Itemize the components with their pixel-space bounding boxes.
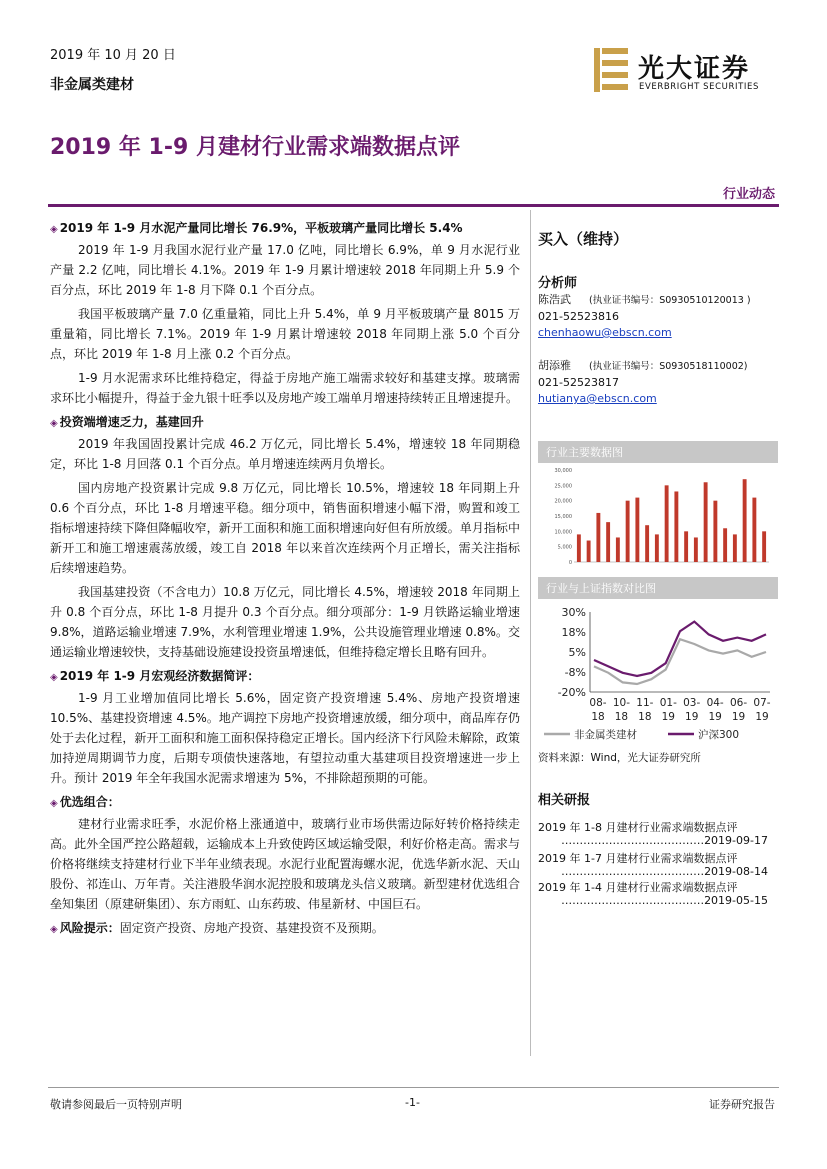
- x-tick-label: 18: [614, 711, 629, 723]
- analyst-heading: 分析师: [538, 276, 578, 291]
- analyst-card: [538, 292, 778, 341]
- analyst-license: (执业证书编号：S0930518110002): [589, 361, 748, 372]
- related-report-title: 2019 年 1-8 月建材行业需求端数据点评: [538, 821, 738, 834]
- x-tick-label: 18: [591, 711, 605, 723]
- bar: [762, 531, 766, 562]
- bar: [587, 541, 591, 562]
- y-tick-label: 25,000: [554, 483, 572, 490]
- y-tick-label: 20,000: [554, 498, 572, 505]
- bar: [616, 537, 620, 562]
- bar: [684, 531, 688, 562]
- bar: [577, 534, 581, 562]
- analyst-name: 胡添雅: [538, 359, 571, 372]
- y-tick-label: 0: [568, 560, 572, 566]
- paragraph: 我国基建投资（不含电力）10.8 万亿元，同比增长 4.5%，增速较 2018 年同期上升 0.8 个百分点，环比 1-8 月提升 0.3 个百分点。细分项部分：1-9 月铁路运输业增速 9.8%，道路运输业增速 7.9%，水利管理业增速 1.9%，公共设施管理业增速 0.8%。交通运输业增速较快，支持基础设施建设投资虽增速低，但维持稳定增长且略有回升。: [50, 585, 520, 659]
- analyst-email-link[interactable]: hutianya@ebscn.com: [538, 392, 657, 405]
- bar: [733, 534, 737, 562]
- risk-text: 固定资产投资、房地产投资、基建投资不及预期。: [119, 921, 384, 935]
- analyst-license: (执业证书编号：S0930510120013 ): [589, 295, 751, 306]
- index-comparison-chart: [538, 602, 778, 748]
- logo-mark-icon: [592, 46, 632, 94]
- bar: [635, 498, 639, 562]
- x-tick-label: 03-: [683, 697, 701, 709]
- paragraph: 1-9 月工业增加值同比增长 5.6%，固定资产投资增速 5.4%、房地产投资增速 10.5%、基建投资增速 4.5%。地产调控下房地产投资增速放缓，细分项中，商品库存仍处于去化过程，新开工面积和施工面积保持稳定正增长。国内经济下行风险未解除，政策加持逆周期调节力度，后期专项债快速落地，有望拉动重大基建项目投资增速进一步上升。预计 2019 年全年我国水泥需求增速为 5%，不排除超预期的可能。: [50, 691, 520, 785]
- y-tick-label: 10,000: [554, 529, 572, 536]
- paragraph: 国内房地产投资累计完成 9.8 万亿元，同比增长 10.5%，增速较 18 年同期上升 0.6 个百分点，环比 1-8 月增速平稳。细分项中，销售面积增速小幅下滑，购置和竣工指标增速持续下降但降幅收窄，新开工面积和施工面积增速向好但有所放缓。单月指标中新开工和施工增速震荡放缓，竣工自 2018 年以来首次连续两个月正增长，需关注指标后续增速趋势。: [50, 481, 520, 575]
- x-tick-label: 18: [638, 711, 652, 723]
- header-divider: [48, 204, 779, 207]
- section-heading: ◈ 2019 年 1-9 月水泥产量同比增长 76.9%，平板玻璃产量同比增长 5.4%: [50, 221, 463, 235]
- bar: [606, 522, 610, 562]
- x-tick-label: 11-: [636, 697, 654, 709]
- x-tick-label: 19: [708, 711, 722, 723]
- related-report-title: 2019 年 1-7 月建材行业需求端数据点评: [538, 852, 738, 865]
- company-logo: [592, 46, 782, 94]
- legend-label: 沪深300: [698, 729, 740, 741]
- x-tick-label: 04-: [706, 697, 724, 709]
- bar: [752, 498, 756, 562]
- column-divider: [530, 210, 531, 1056]
- bar: [743, 479, 747, 562]
- section-heading: ◈ 2019 年 1-9 月宏观经济数据简评：: [50, 669, 260, 683]
- analyst-card: [538, 358, 778, 407]
- related-report-date: …………………………………2019-09-17: [561, 834, 768, 847]
- paragraph: 建材行业需求旺季，水泥价格上涨通道中，玻璃行业市场供需边际好转价格持续走高。此外全国严控公路超载，运输成本上升致使跨区域运输受限，利好价格走高。需求与价格将继续支持建材行业下半年业绩表现。水泥行业配置海螺水泥，优选华新水泥、天山股份、祁连山、万年青。关注港股华润水泥控股和玻璃龙头信义玻璃。新型建材优选组合垒知集团（原建研集团）、东方雨虹、山东药玻、伟星新材、中国巨石。: [50, 817, 520, 911]
- y-tick-label: 15,000: [554, 514, 572, 520]
- bar: [665, 485, 669, 562]
- analyst-name: 陈浩武: [538, 293, 571, 306]
- y-tick-label: -20%: [557, 686, 586, 699]
- report-title: 2019 年 1-9 月建材行业需求端数据点评: [50, 135, 460, 160]
- chart-source: 资料来源：Wind，光大证券研究所: [538, 752, 701, 764]
- chart2-title: 行业与上证指数对比图: [538, 577, 778, 599]
- paragraph: 2019 年我国固投累计完成 46.2 万亿元，同比增长 5.4%，增速较 18 年同期稳定，环比 1-8 月回落 0.1 个百分点。单月增速连续两月负增长。: [50, 437, 520, 471]
- series-line: [594, 622, 766, 676]
- x-tick-label: 19: [661, 711, 675, 723]
- x-tick-label: 19: [755, 711, 769, 723]
- industry-data-chart: [540, 462, 778, 578]
- y-tick-label: 5%: [568, 646, 586, 659]
- diamond-icon: ◈: [50, 672, 58, 683]
- page-number: -1-: [405, 1096, 420, 1109]
- diamond-icon: ◈: [50, 798, 58, 809]
- bar: [694, 537, 698, 562]
- rating: 买入（维持）: [538, 230, 629, 248]
- related-report[interactable]: [538, 852, 768, 878]
- related-heading: 相关研报: [538, 793, 591, 808]
- bar: [704, 482, 708, 562]
- bar: [626, 501, 630, 562]
- diamond-icon: ◈: [50, 924, 58, 935]
- diamond-icon: ◈: [50, 224, 58, 235]
- analyst-phone: 021-52523817: [538, 376, 619, 389]
- footer-report-label: 证券研究报告: [709, 1098, 775, 1111]
- bar: [645, 525, 649, 562]
- footer-divider: [48, 1087, 779, 1088]
- analyst-email-link[interactable]: chenhaowu@ebscn.com: [538, 326, 672, 339]
- series-line: [594, 639, 766, 684]
- diamond-icon: ◈: [50, 418, 58, 429]
- x-tick-label: 01-: [659, 697, 677, 709]
- y-tick-label: -8%: [564, 666, 586, 679]
- y-tick-label: 5,000: [557, 544, 572, 551]
- section-heading: ◈ 优选组合：: [50, 795, 120, 809]
- bar: [723, 528, 727, 562]
- main-body: [50, 214, 520, 940]
- related-report[interactable]: [538, 881, 768, 907]
- sector-label: 非金属类建材: [50, 77, 134, 93]
- analyst-phone: 021-52523816: [538, 310, 619, 323]
- related-report-title: 2019 年 1-4 月建材行业需求端数据点评: [538, 881, 738, 894]
- section-heading: ◈ 投资端增速乏力，基建回升: [50, 415, 204, 429]
- related-report-date: …………………………………2019-08-14: [561, 865, 768, 878]
- report-date: 2019 年 10 月 20 日: [50, 48, 176, 63]
- y-tick-label: 30%: [561, 606, 586, 619]
- x-tick-label: 19: [731, 711, 746, 723]
- footer-disclaimer: 敬请参阅最后一页特别声明: [50, 1098, 182, 1111]
- bar: [713, 501, 717, 562]
- bar: [596, 513, 600, 562]
- y-tick-label: 30,000: [554, 468, 572, 474]
- x-tick-label: 06-: [729, 697, 748, 709]
- logo-text-en: EVERBRIGHT SECURITIES: [639, 82, 759, 92]
- legend-label: 非金属类建材: [574, 729, 637, 741]
- logo-text-cn: 光大证券: [638, 54, 751, 84]
- report-type: 行业动态: [722, 187, 775, 202]
- section-heading: ◈ 风险提示：固定资产投资、房地产投资、基建投资不及预期。: [50, 921, 384, 935]
- bar: [674, 491, 678, 562]
- related-report-date: …………………………………2019-05-15: [561, 894, 768, 907]
- related-report[interactable]: [538, 821, 768, 847]
- paragraph: 2019 年 1-9 月我国水泥行业产量 17.0 亿吨，同比增长 6.9%，单 9 月水泥行业产量 2.2 亿吨，同比增长 4.1%。2019 年 1-9 月累计增速较 2018 年同期上升 5.9 个百分点，环比 2019 年 1-8 月下降 0.1 个百分点。: [50, 243, 520, 297]
- x-tick-label: 10-: [612, 697, 631, 709]
- paragraph: 我国平板玻璃产量 7.0 亿重量箱，同比上升 5.4%，单 9 月平板玻璃产量 8015 万重量箱，同比增长 7.1%。2019 年 1-9 月累计增速较 2018 年同期上涨 5.0 个百分点，环比 2019 年 1-8 月上涨 0.2 个百分点。: [50, 307, 520, 361]
- y-tick-label: 18%: [561, 626, 586, 639]
- bar: [655, 534, 659, 562]
- x-tick-label: 19: [685, 711, 699, 723]
- paragraph: 1-9 月水泥需求环比维持稳定，得益于房地产施工端需求较好和基建支撑。玻璃需求环比小幅提升，得益于金九银十旺季以及房地产竣工端单月增速持续转正且增速提升。: [50, 371, 520, 405]
- chart1-title: 行业主要数据图: [538, 441, 778, 463]
- x-tick-label: 08-: [589, 697, 607, 709]
- x-tick-label: 07-: [753, 697, 771, 709]
